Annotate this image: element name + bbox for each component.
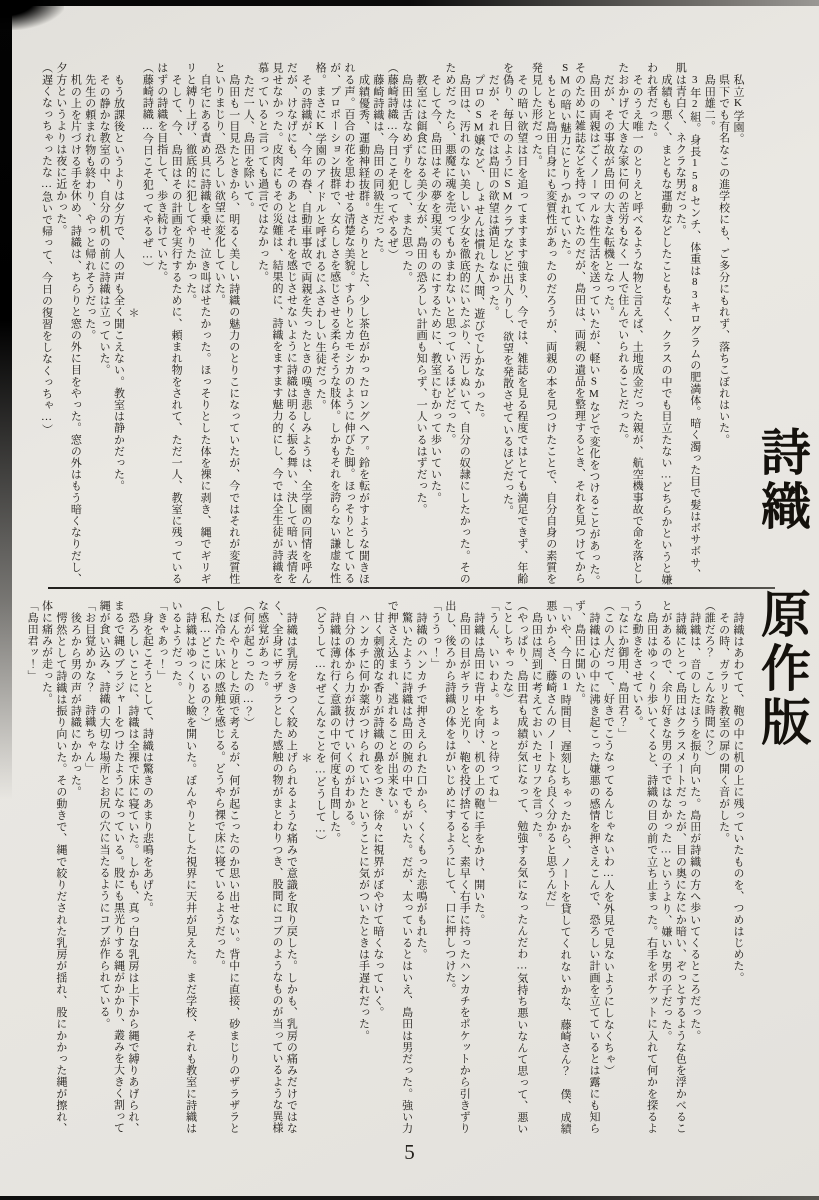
paragraph: 甘く刺激的な香りが詩織の鼻をつき、徐々に視界がぼやけて暗くなっていく。 bbox=[371, 611, 384, 1018]
paragraph: （私…どこにいるの？） bbox=[198, 600, 211, 729]
paragraph: （どうして…なぜこんなことを…どうして…） bbox=[314, 600, 327, 847]
paragraph: （藤崎詩織…今日こそ犯ってやるぜ…） bbox=[141, 62, 154, 273]
paragraph: 島田は、汚れのない美しい少女を徹底的にいたぶり、汚しぬいて、自分の奴隷にしたかった。そのためだったら、悪魔に魂を売ってもかまわないと思っているほどだった。 bbox=[443, 62, 471, 584]
paragraph: 詩織にとって島田はクラスメートだったが、目の奥になにか暗い、ぞっとするような色を浮かべることがあるので、余り好きな男の子ではなかった…というより、嫌いな男の子だった。 bbox=[659, 600, 687, 1134]
paragraph: 島田の両親はごくノーマルな性生活を送っていたが、軽いSMなどで変化をつけることがあった。そのために雑誌などを持っていたのだが、島田は、両親の遺品を整理するとき、それを見つけてからSMの暗い魅力にとりつかれていた。 bbox=[559, 62, 600, 586]
paragraph: ハンカチに何か薬がつけられていたということに気がついたときは手遅れだった。 bbox=[357, 611, 370, 1041]
paragraph: 詩織は薄れ行く意識の中で何度も自問した。 bbox=[328, 611, 341, 844]
section-separator: ＊ bbox=[126, 307, 139, 318]
paragraph: もともと島田自身にも変質性があったのだろうが、両親の本を見つけたことで、自分自身の素質を発見した形だった。 bbox=[530, 62, 557, 584]
paragraph: その詩織が、今年の春、自動車事故で両親を失ったときの嘆き悲しみようは、全学園の同情を呼んだが、けなげにも、そのあとはそれを感じさせないように詩織は明るく振る舞い、決して暗い表情を見せなかった。皮肉にもその災難は、結果的に、詩織をますます魅力的にし、今では全生徒が詩織を慕っていると言っても過言ではなかった。 bbox=[256, 62, 312, 584]
paragraph: その暗い欲望は日を追ってますます強まり、今では、雑誌を見る程度ではとても満足できず、年齢を偽り、毎日のようにSMクラブなどに出入りし、欲望を発散させているほどだった。 bbox=[501, 62, 528, 584]
paragraph: 島田も一目見たときから、明るく美しい詩織の魅力のとりこになっていたが、今ではそれが変質性といりまじり、恐ろしい欲望に変化していた。 bbox=[213, 62, 240, 584]
page-title-vertical: 詩織 原作版 bbox=[754, 426, 810, 750]
scan-edge-top bbox=[0, 0, 819, 6]
paragraph: だが、その事故が島田の大きな転機となった。 bbox=[602, 73, 615, 318]
paragraph: ぼんやりとした頭で考えるが、何が起こったのか思い出せない。背中に直接、砂まじりのザラザラとした冷たい床の感触を感じる。どうやら裸で床に寝ているようだった。 bbox=[213, 600, 240, 1134]
paragraph: （この人だって、好きでこうなってるんじゃないわ…人を外見で見ないようにしなくちゃ） bbox=[602, 600, 615, 1077]
paragraph: 机の上を片づける手を休め、詩織は、ちらりと窓の外に目をやった。窓の外はもう暗くなりだし、夕方というよりは夜に近かった。 bbox=[54, 62, 82, 584]
paragraph: 私立K学園。 bbox=[732, 73, 744, 145]
section-separator: ＊ bbox=[299, 752, 312, 763]
paragraph: 成績優秀、運動神経抜群。さらりとした、少し茶色がかったロングヘア。鈴を転がすような聞きほれる声。百合の花を思わせる清楚な美貌。すらりとカモシカのように伸びた脚。ほっそりとしているが、プロポーション抜群で、女らしさを感じさせる柔らそうな肢体。しかもそれを誇らない謙虚な性格。まさにK学園のアイドルと呼ばれるにふさわしい生徒だった。 bbox=[314, 62, 370, 584]
paragraph: 詩織はあわてて、鞄の中に机の上に残っていたものを、つめはじめた。 bbox=[732, 611, 744, 983]
paragraph: ただ一人、島田を除いて。 bbox=[242, 73, 255, 213]
paragraph: 「お目覚めかな？ 詩織ちゃん」 bbox=[83, 600, 96, 774]
paragraph: 島田の目がギラリと光り、鞄を投げ捨てると、素早く右手に持ったハンカチをポケットから引きずり出し、後ろから詩織の体をはがいじめにするようにして、口に押しつけた。 bbox=[443, 600, 471, 1134]
page-number: 5 bbox=[404, 1140, 415, 1164]
paragraph: その静かな教室の中、自分の机の前に詩織は立っていた。 bbox=[98, 73, 111, 376]
paragraph: （遅くなっちゃったな…急いで帰って、今日の復習をしなくっちゃ…） bbox=[40, 62, 53, 436]
paragraph: 驚いたように詩織は島田の腕の中でもがいた。だが、太っているとはいえ、島田は男だった。強い力で押さえ込まれ、逃れることが出来ない。 bbox=[386, 600, 413, 1134]
paragraph: 自宅にある責め具に詩織を乗せ、泣き叫ばせたかった。ほっそりとした体を裸に剥き、縄でギリギリと縛り上げ、徹底的に犯してやりたかった。 bbox=[184, 62, 211, 584]
paragraph: 詩織のハンカチで押さえられた口から、くくもった悲鳴がもれた。 bbox=[415, 611, 428, 960]
scan-corner-artifact bbox=[0, 0, 64, 30]
paragraph: 成績も悪く、まともな運動などしたこともなく、クラスの中でも目立たない…どちらかというと嫌われ者だった。 bbox=[645, 62, 672, 585]
paragraph: 身を起こそうとして、詩織は驚きのあまり悲鳴をあげた。 bbox=[141, 611, 154, 914]
paragraph: 後ろから男の声が詩織にかかった。 bbox=[69, 611, 82, 798]
paragraph: だが、それでは島田の欲望は満足しなかった。 bbox=[487, 73, 500, 318]
paragraph: 「うん、いいわよ。ちょっと待ってね」 bbox=[487, 600, 500, 809]
paragraph: 詩織は島田に背中を向け、机の上の鞄に手をかけ、開いた。 bbox=[472, 611, 485, 925]
paragraph: 詩織はゆっくりと瞼を開いた。ぼんやりとした視界に天井が見えた。まだ学校、それも教室に詩織はいるようだった。 bbox=[170, 600, 197, 1134]
paragraph: 県下でも有名なこの進学校にも、ご多分にもれず、落ちこぼれはいた。 bbox=[717, 73, 730, 445]
paragraph: もう放課後というよりは夕方で、人の声も全く聞こえない。教室は静かだった。 bbox=[112, 73, 125, 492]
paragraph: 島田は舌なめずりをして、また思った。 bbox=[400, 73, 413, 283]
paragraph: 「いや、今日の1時間目、遅刻しちゃったから、ノートを貸してくれないかな、藤崎さん？ 僕、成績悪いからさ、藤崎さんのノートなら良く分かると思うんだ」 bbox=[544, 600, 572, 1135]
scan-edge-bottom bbox=[0, 1196, 819, 1200]
paragraph: 詩織は心の中に沸き起こった嫌悪の感情を押さえこんで、恐ろしい計画を立てているとは露にも知らず、島田に聞いた。 bbox=[573, 600, 600, 1134]
paragraph: 自分の体から力が抜けていくのがわかる。 bbox=[343, 611, 356, 832]
story-text-top bbox=[39, 62, 745, 586]
paragraph: 「ううっ！」 bbox=[429, 600, 442, 670]
scan-edge-left bbox=[0, 0, 12, 800]
section-divider bbox=[48, 587, 775, 589]
paragraph: その時、ガラリと教室の扉の開く音がした。 bbox=[717, 611, 730, 844]
paragraph: プロのSM嬢など、しょせんは慣れた人間、遊びでしかなかった。 bbox=[472, 73, 485, 424]
paragraph: そして今、島田はその夢を現実のものにするために、教室にむかって歩いていた。 bbox=[429, 73, 442, 503]
paragraph: 教室には餌食になる美少女が、島田の恐ろしい計画も知らず、一人いるはずだった。 bbox=[415, 73, 428, 515]
paragraph: 先生の頼まれ物も終わり、やっと帰れそうだった。 bbox=[83, 73, 96, 341]
paragraph: （誰だろ？ こんな時間に？） bbox=[703, 600, 716, 763]
paragraph: （やっぱり、島田君も成績が気になって、勉強する気になったんだわ…気持ち悪いなんて思って、悪いことしちゃったな） bbox=[501, 600, 528, 1135]
paragraph: 島田雄二。 bbox=[703, 73, 716, 132]
paragraph: （何が起こったの…？） bbox=[242, 600, 255, 729]
paragraph: 詩織は、音のしたほうを振り向いた。島田が詩織の方へ歩いてくるところだった。 bbox=[688, 611, 701, 1041]
paragraph: 藤崎詩織は、島田の同級生だった。 bbox=[371, 73, 384, 260]
story-text-bottom bbox=[25, 600, 745, 1137]
paragraph: 詩織は乳房をきつく絞め上げられるような痛みで意識を取り戻した。しかも、乳房の痛みだけではなく、全身にザラザラとした感触の物がまとわりつき、股間にコブのようなものが当っているような異様な感覚があった。 bbox=[256, 600, 298, 1134]
paragraph: 「きゃあっ！」 bbox=[155, 600, 168, 682]
paragraph: （藤崎詩織…今日こそ犯ってやるぜ） bbox=[386, 62, 399, 261]
paragraph: そして、今、島田はその計画を実行するために、頼まれ物をされて、ただ一人、教室に残っているはずの詩織を目指して、歩き続けていた。 bbox=[155, 62, 183, 584]
paragraph: 恐ろしいことに、詩織は全裸で床に寝ていた。しかも、真っ白な乳房は上下から縄で縛りあげられ、まるで縄のブラジャーをつけたようになっている。股にも黒光りする縄がかかり、叢みを大きく割って縄が食い込み、詩織の大切な場所とお尻の穴に当たるようにコブが作られている。 bbox=[98, 600, 139, 1134]
paragraph: 「島田君ッ！」 bbox=[26, 600, 39, 682]
paragraph: 島田はゆっくり歩いてくると、詩織の目の前で立ち止まった。右手をポケットに入れて何かを探るような動きをさせている。 bbox=[631, 600, 658, 1134]
paragraph: 島田は周到に考えておいたセリフを言った。 bbox=[530, 611, 543, 844]
paragraph: 3年2組。身長158センチ、体重は83キログラムの肥満体。暗く濁った目で髪はボサボサ、肌は青白く、ネクラな男だった。 bbox=[674, 62, 701, 580]
paragraph: 愕然として詩織は振り向いた。その動きで、縄で絞りだされた乳房が揺れ、股にかかった縄が擦れ、体に痛みが走った。 bbox=[40, 600, 67, 1134]
paragraph: そのうえ唯一のとりえと呼べるような物と言えば、土地成金だった親が、航空機事故で命を落としたおかげで大きな家に何の苦労もなく一人で住んでいられることだった。 bbox=[616, 62, 644, 584]
paragraph: 「なにか御用、島田君？」 bbox=[616, 600, 629, 740]
